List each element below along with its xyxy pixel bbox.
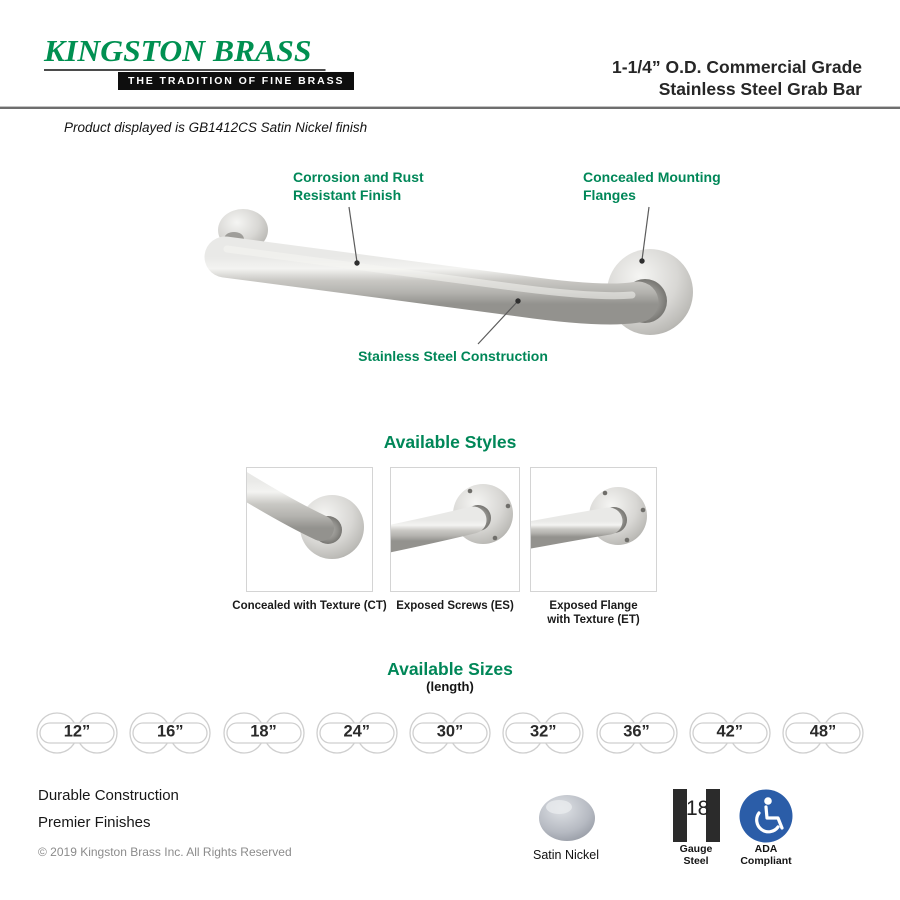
brand-logo-text: KINGSTON BRASS <box>44 36 326 71</box>
feature-premier-finishes: Premier Finishes <box>38 814 151 831</box>
style-et-thumbnail <box>530 467 657 592</box>
callout-construction: Stainless Steel Construction <box>358 348 548 364</box>
size-option-12: 12” <box>34 710 120 756</box>
feature-durable-construction: Durable Construction <box>38 787 179 804</box>
size-option-18: 18” <box>221 710 307 756</box>
gauge-caption: Gauge Steel <box>679 843 713 867</box>
page-title <box>612 56 862 100</box>
callout-finish: Corrosion and Rust Resistant Finish <box>293 169 424 203</box>
copyright-text: © 2019 Kingston Brass Inc. All Rights Reserved <box>38 845 292 859</box>
available-sizes-heading: Available Sizes <box>387 659 513 679</box>
style-ct-label: Concealed with Texture (CT) <box>232 600 387 612</box>
gauge-bar-left-icon <box>673 789 687 842</box>
style-option-et <box>530 467 657 627</box>
callout-mounting-flanges: Concealed Mounting Flanges <box>583 169 721 203</box>
style-es-label: Exposed Screws (ES) <box>396 600 514 612</box>
size-option-42: 42” <box>687 710 773 756</box>
ada-wheelchair-icon <box>739 789 793 843</box>
size-option-24: 24” <box>314 710 400 756</box>
size-option-32: 32” <box>500 710 586 756</box>
sizes-row <box>34 710 866 756</box>
available-styles-heading: Available Styles <box>383 432 517 452</box>
page-title-line1: 1-1/4” O.D. Commercial Grade <box>612 57 862 77</box>
size-option-48: 48” <box>780 710 866 756</box>
finish-label: Satin Nickel <box>533 848 599 862</box>
style-option-ct <box>232 467 387 614</box>
header-divider <box>0 106 900 109</box>
size-option-30: 30” <box>407 710 493 756</box>
brand-logo <box>44 33 354 90</box>
page-title-line2: Stainless Steel Grab Bar <box>658 79 862 99</box>
available-sizes-subheading: (length) <box>426 679 474 694</box>
brand-tagline: THE TRADITION OF FINE BRASS <box>118 72 354 90</box>
style-es-thumbnail <box>390 467 520 592</box>
style-ct-thumbnail <box>246 467 373 592</box>
style-et-label: Exposed Flange with Texture (ET) <box>547 600 640 626</box>
satin-nickel-swatch <box>538 793 596 843</box>
size-option-36: 36” <box>594 710 680 756</box>
style-option-es <box>390 467 520 614</box>
gauge-value: 18 <box>686 797 710 820</box>
size-option-16: 16” <box>127 710 213 756</box>
product-note: Product displayed is GB1412CS Satin Nickel finish <box>64 120 368 135</box>
ada-caption: ADA Compliant <box>740 843 792 867</box>
